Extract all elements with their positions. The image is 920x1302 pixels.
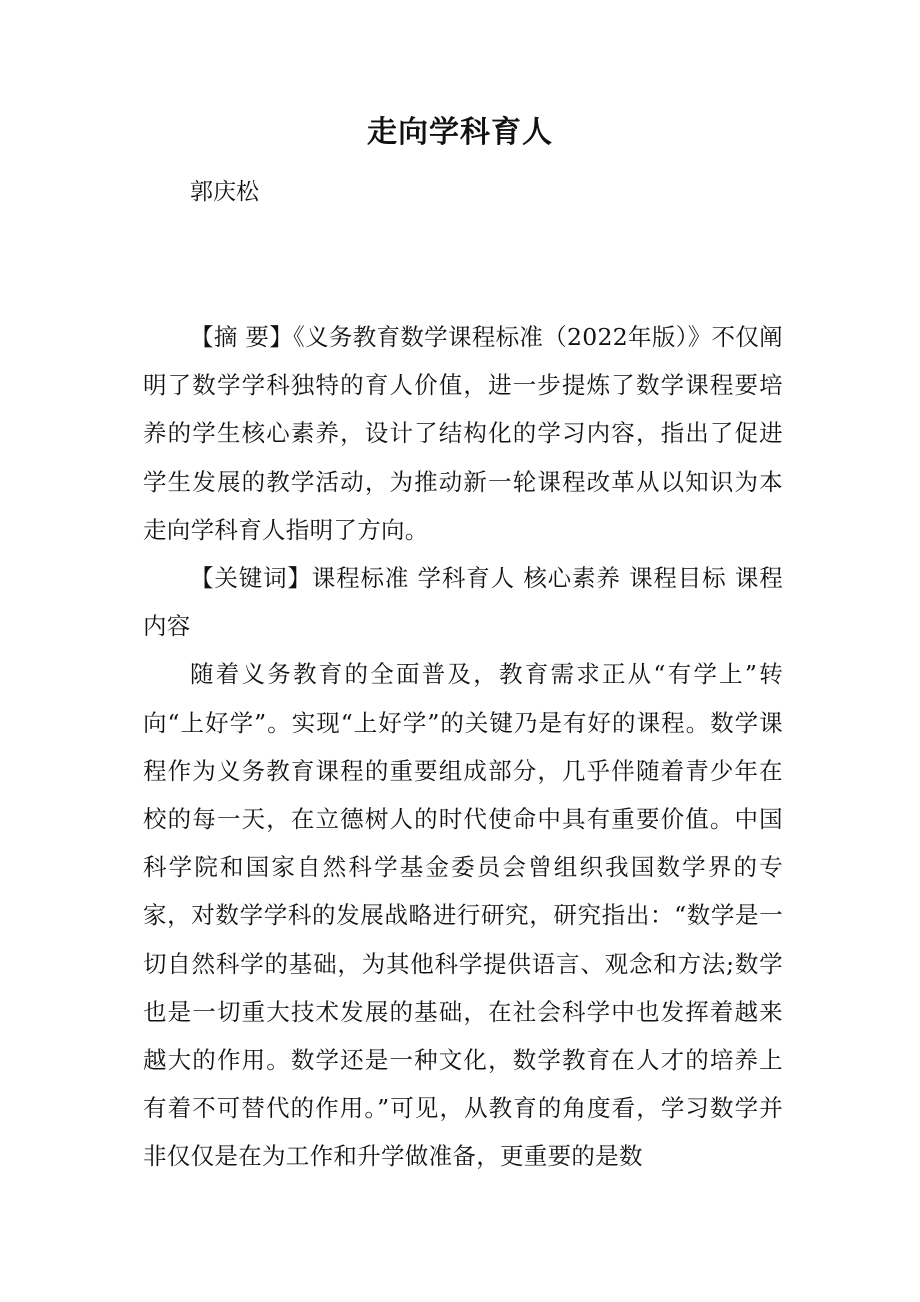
document-body bbox=[143, 313, 783, 1181]
abstract-paragraph: 【摘 要】《义务教育数学课程标准（2022年版）》不仅阐明了数学学科独特的育人价值，进一步提炼了数学课程要培养的学生核心素养，设计了结构化的学习内容，指出了促进学生发展的教学活动，为推动新一轮课程改革从以知识为本走向学科育人指明了方向。 bbox=[143, 323, 783, 544]
author-name: 郭庆松 bbox=[190, 179, 259, 205]
body-paragraph: 随着义务教育的全面普及，教育需求正从“有学上”转向“上好学”。实现“上好学”的关键乃是有好的课程。数学课程作为义务教育课程的重要组成部分，几乎伴随着青少年在校的每一天，在立德树人的时代使命中具有重要价值。中国科学院和国家自然科学基金委员会曾组织我国数学界的专家，对数学学科的发展战略进行研究，研究指出：“数学是一切自然科学的基础，为其他科学提供语言、观念和方法;数学也是一切重大技术发展的基础，在社会科学中也发挥着越来越大的作用。数学还是一种文化，数学教育在人才的培养上有着不可替代的作用。”可见，从教育的角度看，学习数学并非仅仅是在为工作和升学做准备，更重要的是数 bbox=[143, 660, 783, 1171]
document-title: 走向学科育人 bbox=[367, 115, 553, 150]
keywords-paragraph: 【关键词】课程标准 学科育人 核心素养 课程目标 课程内容 bbox=[143, 564, 783, 641]
